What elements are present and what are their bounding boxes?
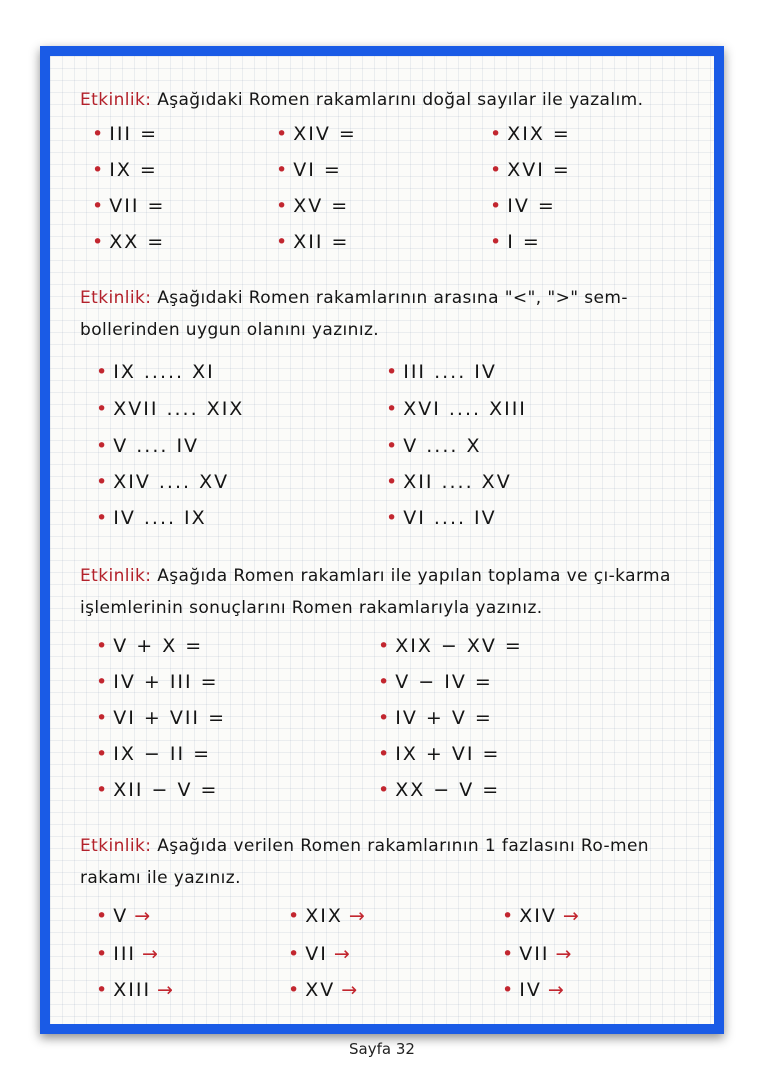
exercise-item: • IV =: [490, 195, 556, 217]
exercise-item: • IV .... IX: [96, 507, 207, 529]
exercise-item: • IV + III =: [96, 671, 219, 693]
instruction-text: Aşağıda Romen rakamları ile yapılan toplama ve çı-karma işlemlerinin sonuçlarını Romen rakamlarıyla yazınız.: [80, 566, 671, 618]
exercise-item: • XIV .... XV: [96, 471, 230, 493]
exercise-item: • VII =: [92, 195, 166, 217]
exercise-item: • XX − V =: [378, 779, 501, 801]
activity-tag: Etkinlik:: [80, 566, 152, 586]
arrow-icon: →: [157, 979, 175, 1001]
exercise-item: • XIX − XV =: [378, 635, 523, 657]
exercise-item: • III .... IV: [386, 361, 497, 383]
activity-3-instruction: [80, 560, 700, 624]
instruction-text: Aşağıdaki Romen rakamlarının arasına "<", ">" sem-bollerinden uygun olanını yazınız.: [80, 288, 628, 340]
exercise-item: • XIV →: [502, 905, 581, 927]
exercise-item: • XVI .... XIII: [386, 398, 527, 420]
exercise-item: • XII − V =: [96, 779, 219, 801]
arrow-icon: →: [142, 943, 160, 965]
exercise-item: • VI + VII =: [96, 707, 226, 729]
exercise-item: • V .... X: [386, 435, 482, 457]
arrow-icon: →: [341, 979, 360, 1001]
exercise-item: • I =: [490, 231, 541, 253]
exercise-item: • VI =: [276, 159, 342, 181]
exercise-item: • IX + VI =: [378, 743, 501, 765]
exercise-item: • V + X =: [96, 635, 204, 657]
instruction-text: Aşağıdaki Romen rakamlarını doğal sayılar ile yazalım.: [157, 90, 644, 110]
exercise-item: • XIX →: [288, 905, 367, 927]
exercise-item: • XIII →: [96, 979, 175, 1001]
activity-tag: Etkinlik:: [80, 836, 152, 856]
exercise-item: • XX =: [92, 231, 166, 253]
exercise-item: • IX =: [92, 159, 158, 181]
exercise-item: • XVII .... XIX: [96, 398, 245, 420]
exercise-item: • IX ..... XI: [96, 361, 215, 383]
activity-1-instruction: [80, 84, 700, 116]
page-border: [40, 46, 724, 1034]
arrow-icon: →: [333, 943, 352, 965]
page-number: Sayfa 32: [349, 1040, 415, 1058]
exercise-item: • XV →: [288, 979, 360, 1001]
exercise-item: • XII =: [276, 231, 350, 253]
worksheet: [50, 56, 714, 1024]
instruction-text: Aşağıda verilen Romen rakamlarının 1 fazlasını Ro-men rakamı ile yazınız.: [80, 836, 649, 888]
arrow-icon: →: [555, 943, 574, 965]
exercise-item: • IV + V =: [378, 707, 493, 729]
arrow-icon: →: [547, 979, 566, 1001]
activity-4-instruction: [80, 830, 700, 894]
exercise-item: • V →: [96, 905, 153, 927]
activity-2-instruction: [80, 282, 700, 346]
exercise-item: • VI .... IV: [386, 507, 497, 529]
exercise-item: • IX − II =: [96, 743, 212, 765]
activity-tag: Etkinlik:: [80, 90, 152, 110]
exercise-item: • XV =: [276, 195, 350, 217]
exercise-item: • XIV =: [276, 123, 357, 145]
exercise-item: • III =: [92, 123, 158, 145]
exercise-item: • V .... IV: [96, 435, 200, 457]
exercise-item: • VI →: [288, 943, 352, 965]
exercise-item: • XVI =: [490, 159, 571, 181]
exercise-item: • V − IV =: [378, 671, 493, 693]
arrow-icon: →: [562, 905, 581, 927]
exercise-item: • XII .... XV: [386, 471, 512, 493]
exercise-item: • VII →: [502, 943, 574, 965]
exercise-item: • XIX =: [490, 123, 571, 145]
arrow-icon: →: [134, 905, 153, 927]
exercise-item: • IV →: [502, 979, 566, 1001]
activity-tag: Etkinlik:: [80, 288, 152, 308]
exercise-item: • III →: [96, 943, 160, 965]
arrow-icon: →: [348, 905, 367, 927]
